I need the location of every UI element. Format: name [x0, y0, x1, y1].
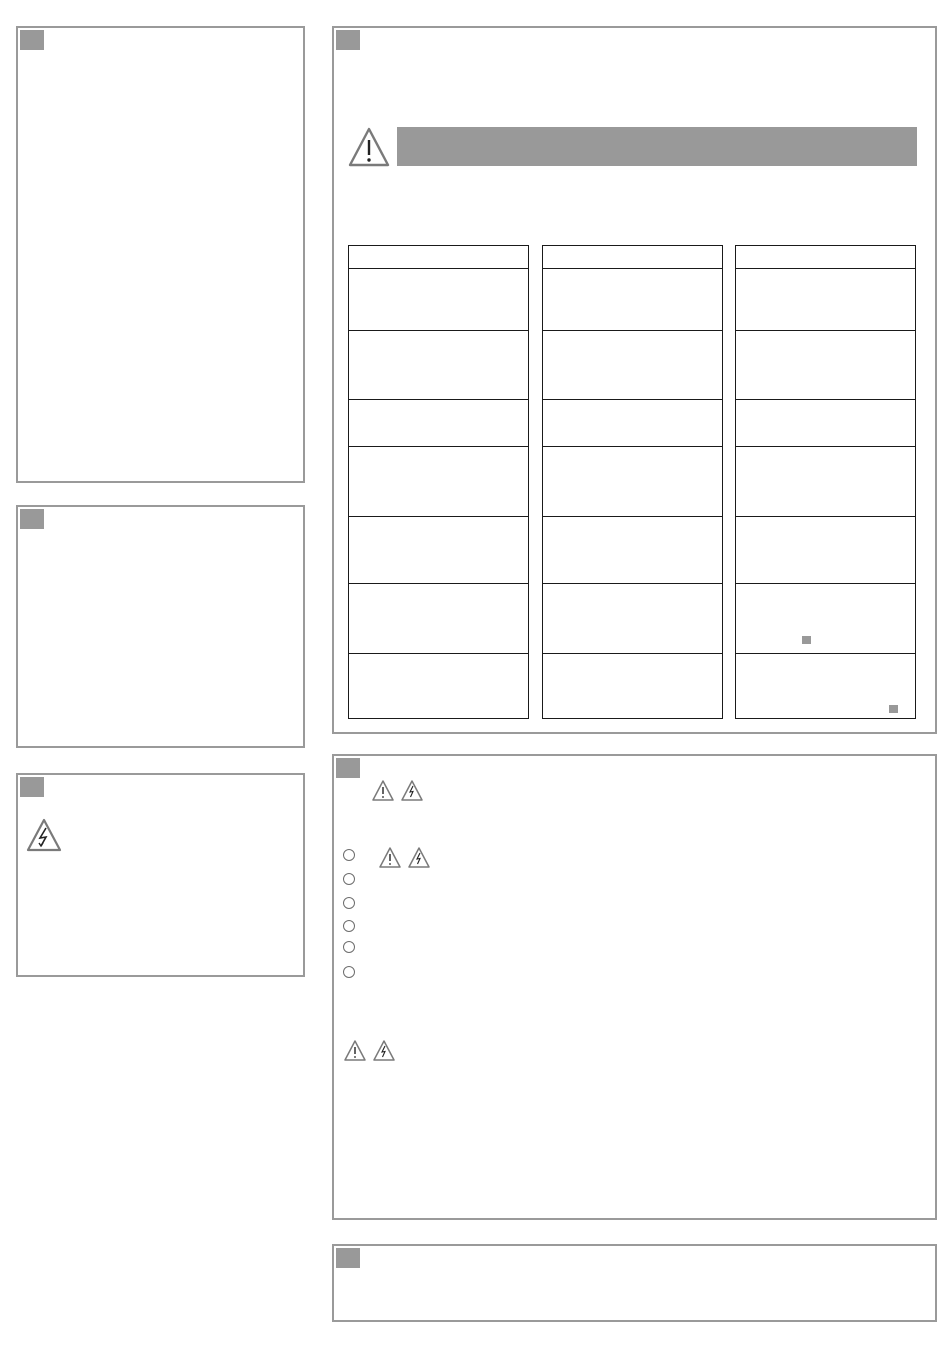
right-middle-panel [332, 754, 937, 1220]
circle-marker-icon [343, 849, 355, 861]
table-column [735, 245, 916, 719]
table-header-divider [543, 268, 722, 269]
table-row-divider [349, 399, 528, 400]
table-row-divider [349, 653, 528, 654]
warning-triangle-icon [348, 127, 390, 167]
section-badge [20, 30, 44, 50]
table-header-divider [349, 268, 528, 269]
section-badge [336, 1248, 360, 1268]
table-row-divider [543, 583, 722, 584]
table-row-divider [543, 446, 722, 447]
table-row-divider [543, 330, 722, 331]
table-row-divider [349, 516, 528, 517]
electric-hazard-icon [373, 1040, 395, 1061]
table-row-divider [349, 446, 528, 447]
circle-marker-icon [343, 966, 355, 978]
right-bottom-panel [332, 1244, 937, 1322]
reference-marker [889, 705, 898, 713]
table-row-divider [349, 583, 528, 584]
table-row-divider [543, 399, 722, 400]
right-top-panel [332, 26, 937, 734]
table-row-divider [736, 446, 915, 447]
section-badge [20, 777, 44, 797]
electric-hazard-icon [26, 818, 62, 852]
circle-marker-icon [343, 920, 355, 932]
table-row-divider [736, 399, 915, 400]
table-row-divider [736, 653, 915, 654]
electric-hazard-icon [401, 780, 423, 801]
table-row-divider [736, 330, 915, 331]
section-badge [20, 509, 44, 529]
reference-marker [802, 636, 811, 644]
circle-marker-icon [343, 941, 355, 953]
table-header-divider [736, 268, 915, 269]
left-top-panel [16, 26, 305, 483]
left-middle-panel [16, 505, 305, 748]
warning-triangle-icon [344, 1040, 366, 1061]
table-row-divider [349, 330, 528, 331]
warning-triangle-icon [379, 847, 401, 868]
table-row-divider [543, 653, 722, 654]
table-column [348, 245, 529, 719]
table-row-divider [736, 516, 915, 517]
section-badge [336, 30, 360, 50]
circle-marker-icon [343, 897, 355, 909]
section-badge [336, 758, 360, 778]
table-row-divider [736, 583, 915, 584]
table-column [542, 245, 723, 719]
warning-triangle-icon [372, 780, 394, 801]
table-row-divider [543, 516, 722, 517]
circle-marker-icon [343, 873, 355, 885]
electric-hazard-icon [408, 847, 430, 868]
warning-bar [397, 127, 917, 166]
left-bottom-panel [16, 773, 305, 977]
